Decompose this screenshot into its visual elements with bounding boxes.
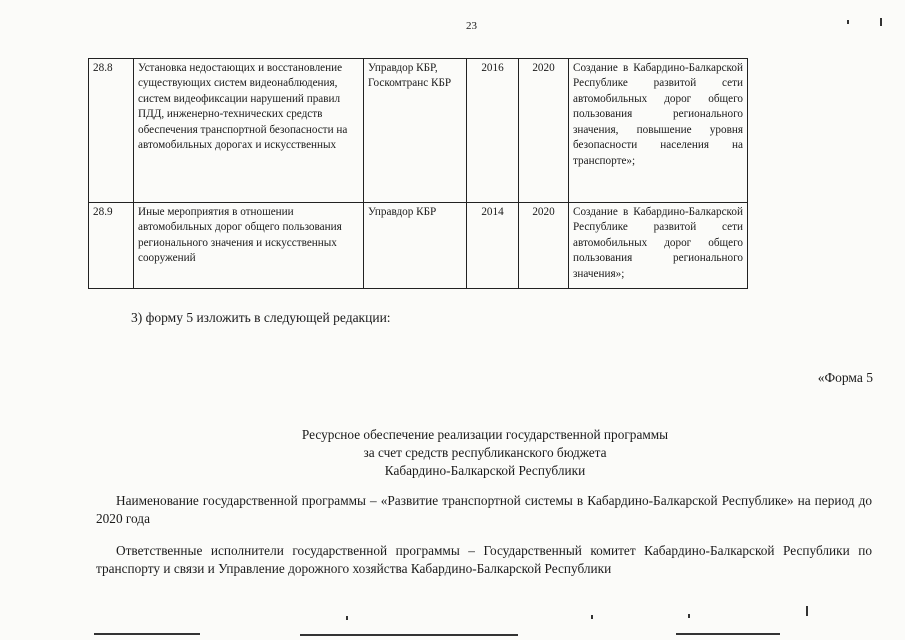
expected-result: Создание в Кабардино-Балкарской Республике развитой сети автомобильных дорог общего пользования регионального значения, повышение уровня безопасности населения на транспорте»; (569, 59, 748, 203)
row-number: 28.9 (89, 203, 134, 289)
form-label: «Форма 5 (817, 370, 873, 385)
scan-speck (591, 615, 593, 619)
page-number: 23 (466, 20, 477, 32)
scan-speck (880, 18, 882, 26)
scan-stroke (676, 633, 780, 635)
title-line: Ресурсное обеспечение реализации государственной программы (301, 427, 669, 442)
executor: Управдор КБР, Госкомтранс КБР (364, 59, 467, 203)
scan-stroke (94, 633, 200, 635)
year-end: 2020 (519, 59, 569, 203)
executors-paragraph: Ответственные исполнители государственной программы – Государственный комитет Кабардино-Балкарской Республики по транспорту и связи и Управление дорожного хозяйства Кабардино-Балкарской Республики (96, 543, 872, 577)
title-line: Кабардино-Балкарской Республики (384, 463, 586, 479)
measure-name: Иные мероприятия в отношении автомобильных дорог общего пользования регионального значения и искусственных сооружений (134, 203, 364, 289)
measures-table (88, 58, 748, 289)
program-name-paragraph: Наименование государственной программы – «Развитие транспортной системы в Кабардино-Балкарской Республике» на период до 2020 года (96, 493, 872, 527)
scan-speck (688, 614, 690, 618)
row-number: 28.8 (89, 59, 134, 203)
measure-name: Установка недостающих и восстановление существующих систем видеонаблюдения, систем видеофиксации нарушений правил ПДД, инженерно-технических средств обеспечения транспортной безопасности на автомобильных дорогах и искусственных (134, 59, 364, 203)
expected-result: Создание в Кабардино-Балкарской Республике развитой сети автомобильных дорог общего пользования регионального значения»; (569, 203, 748, 289)
scan-speck (346, 616, 348, 620)
scan-speck (806, 606, 808, 616)
year-start: 2016 (467, 59, 519, 203)
year-start: 2014 (467, 203, 519, 289)
instruction-text: 3) форму 5 изложить в следующей редакции: (131, 310, 391, 325)
title-line: за счет средств республиканского бюджета (363, 445, 607, 461)
scan-speck (847, 20, 849, 24)
executor: Управдор КБР (364, 203, 467, 289)
scan-stroke (300, 634, 518, 636)
document-title (200, 426, 770, 480)
table-row (89, 59, 748, 203)
table-row (89, 203, 748, 289)
year-end: 2020 (519, 203, 569, 289)
